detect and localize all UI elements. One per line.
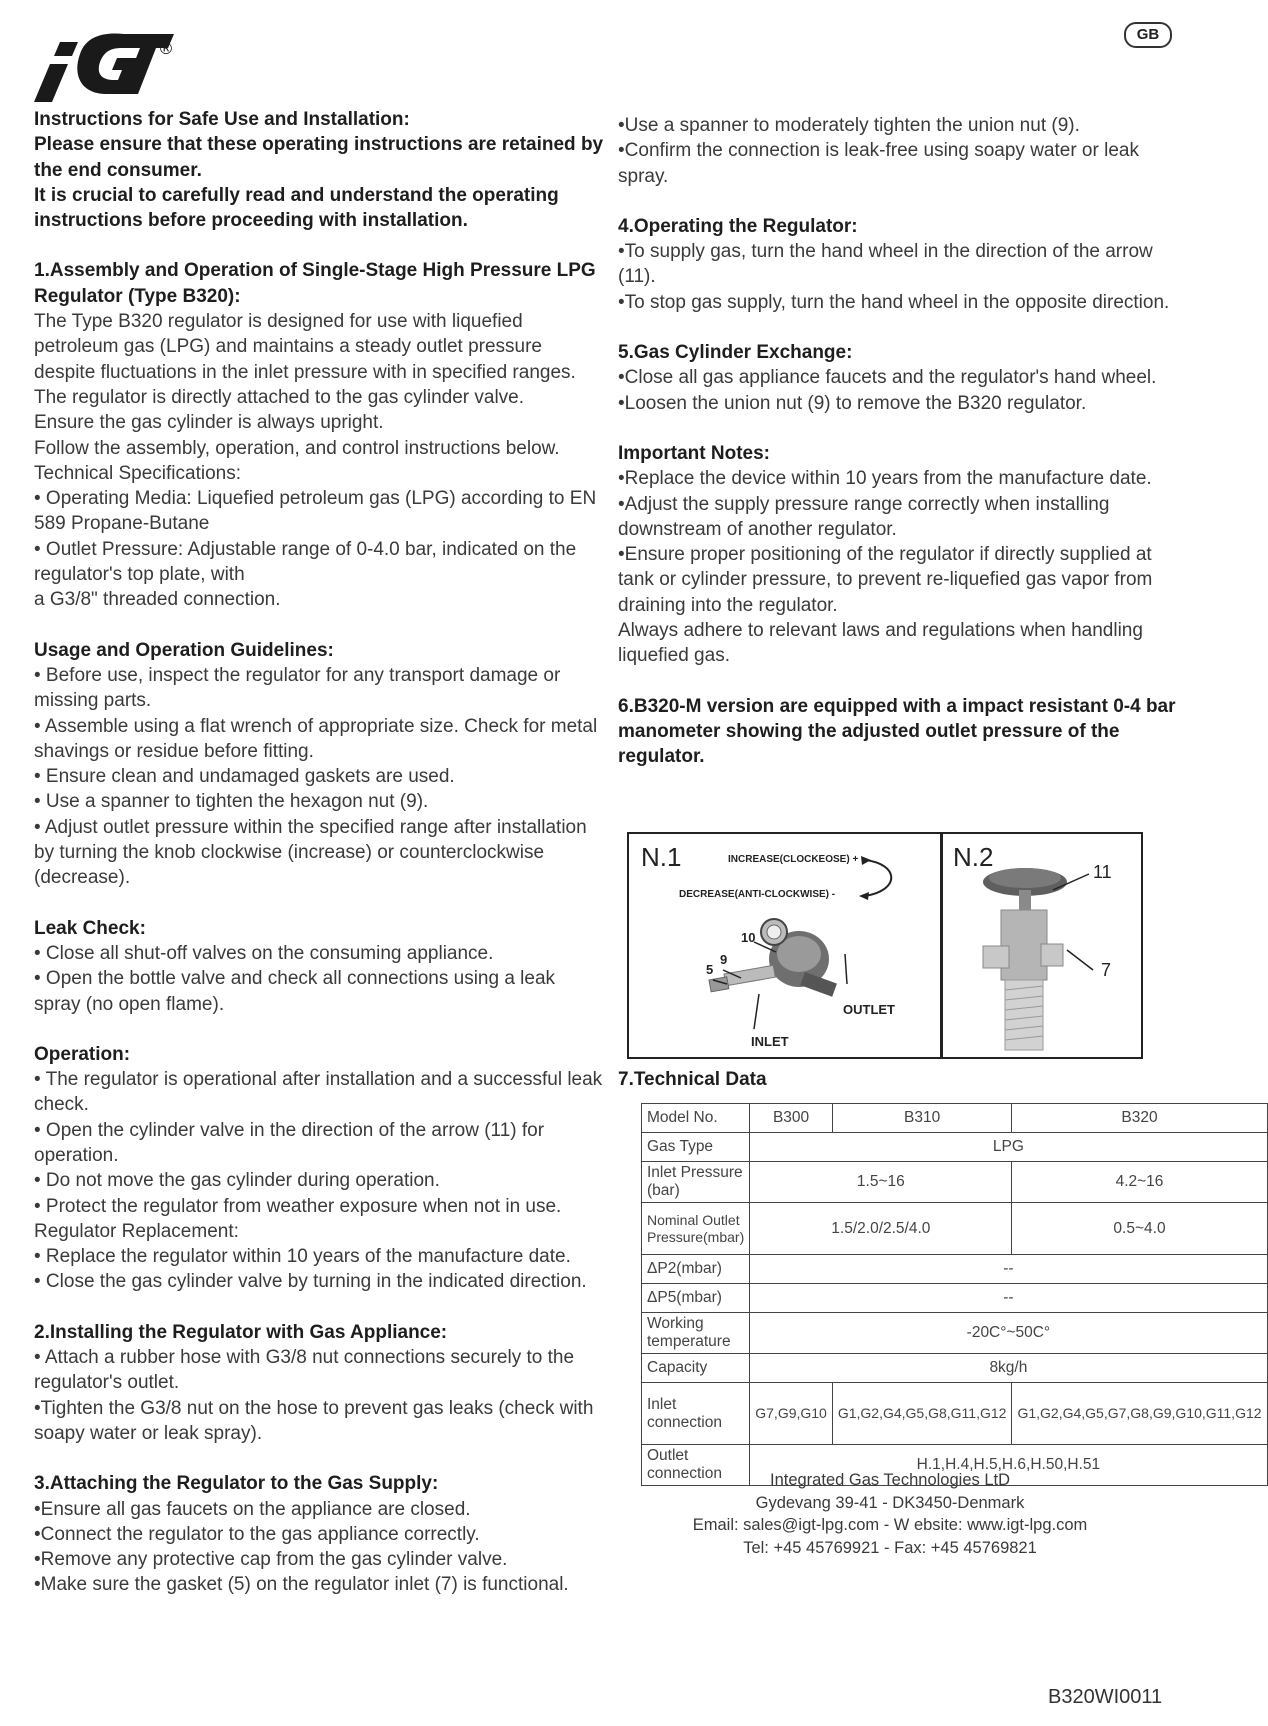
section3-cont-item: •Use a spanner to moderately tighten the union nut (9). — [618, 115, 1080, 136]
intro-read-note: It is crucial to carefully read and understand the operating instructions before proceeding with installation. — [34, 184, 559, 232]
operation-item: • Close the gas cylinder valve by turning in the indicated direction. — [34, 1271, 587, 1293]
usage-title: Usage and Operation Guidelines: — [34, 639, 334, 661]
usage-item: • Use a spanner to tighten the hexagon nut (9). — [34, 791, 429, 813]
table-cell: G7,G9,G10 — [750, 1383, 833, 1445]
section4-title: 4.Operating the Regulator: — [618, 215, 858, 237]
section3-item: •Connect the regulator to the gas appliance correctly. — [34, 1523, 480, 1545]
section1-para: The Type B320 regulator is designed for use with liquefied petroleum gas (LPG) and maintains a steady outlet pressure despite fluctuations in the inlet pressure with in specified ranges. — [34, 311, 576, 383]
table-cell: ΔP5(mbar) — [642, 1284, 750, 1313]
section2-item: • Attach a rubber hose with G3/8 nut connections securely to the regulator's outlet. — [34, 1347, 575, 1394]
label-9: 9 — [720, 952, 728, 967]
notes-item: •Ensure proper positioning of the regulator if directly supplied at tank or cylinder pressure, to prevent re-liquefied gas vapor from draining into the regulator. — [618, 544, 1153, 616]
table-cell: Working temperature — [642, 1313, 750, 1354]
section1-para: Ensure the gas cylinder is always upright. — [34, 412, 384, 434]
section1-title: 1.Assembly and Operation of Single-Stage High Pressure LPG Regulator (Type B320): — [34, 260, 596, 307]
table-cell: Model No. — [642, 1104, 750, 1133]
company-footer — [640, 1469, 1140, 1559]
label-7: 7 — [1101, 960, 1112, 980]
footer-email-website: Email: sales@igt-lpg.com - W ebsite: www.igt-lpg.com — [692, 1516, 1088, 1534]
label-10: 10 — [741, 930, 756, 945]
language-badge: GB — [1124, 22, 1172, 48]
table-cell: Inlet Pressure (bar) — [642, 1162, 750, 1203]
table-cell: Outlet connection — [642, 1445, 750, 1486]
table-row — [642, 1162, 1268, 1203]
section1-para: • Operating Media: Liquefied petroleum gas (LPG) according to EN 589 Propane-Butane — [34, 488, 597, 535]
notes-item: •Adjust the supply pressure range correctly when installing downstream of another regulator. — [618, 493, 1110, 540]
igt-logo — [34, 20, 174, 104]
section2-item: •Tighten the G3/8 nut on the hose to prevent gas leaks (check with soapy water or leak spray). — [34, 1397, 594, 1444]
table-cell: 1.5~16 — [750, 1162, 1012, 1203]
leak-item: • Close all shut-off valves on the consuming appliance. — [34, 942, 494, 964]
operation-item: • Protect the regulator from weather exposure when not in use. — [34, 1195, 562, 1217]
section3-item: •Make sure the gasket (5) on the regulator inlet (7) is functional. — [34, 1574, 569, 1596]
table-cell: -20C°~50C° — [750, 1313, 1267, 1354]
label-11: 11 — [1093, 862, 1112, 882]
section4-item: •To stop gas supply, turn the hand wheel in the opposite direction. — [618, 291, 1170, 313]
regulator-figure — [627, 832, 1143, 1059]
notes-title: Important Notes: — [618, 442, 770, 464]
table-cell: B320 — [1012, 1104, 1267, 1133]
notes-item: Always adhere to relevant laws and regulations when handling liquefied gas. — [618, 620, 1143, 667]
section4-item: •To supply gas, turn the hand wheel in the direction of the arrow (11). — [618, 241, 1153, 288]
regulator-n1-drawing — [629, 834, 940, 1057]
operation-item: • The regulator is operational after installation and a successful leak check. — [34, 1069, 603, 1116]
usage-item: • Adjust outlet pressure within the specified range after installation by turning the knob clockwise (increase) or counterclockwise (decrease). — [34, 816, 587, 889]
section1-para: a G3/8" threaded connection. — [34, 589, 281, 611]
section1-para: The regulator is directly attached to the gas cylinder valve. — [34, 386, 525, 408]
table-row — [642, 1383, 1268, 1445]
table-row — [642, 1255, 1268, 1284]
section3-item: •Remove any protective cap from the gas cylinder valve. — [34, 1549, 508, 1571]
section1-para: Follow the assembly, operation, and control instructions below. — [34, 437, 560, 459]
table-row — [642, 1203, 1268, 1255]
table-cell: Nominal Outlet Pressure(mbar) — [642, 1203, 750, 1255]
intro-retain-note: Please ensure that these operating instructions are retained by the end consumer. — [34, 134, 604, 181]
document-code: B320WI0011 — [1048, 1686, 1163, 1708]
operation-item: Regulator Replacement: — [34, 1220, 239, 1242]
operation-item: • Open the cylinder valve in the direction of the arrow (11) for operation. — [34, 1119, 545, 1166]
section1-para: Technical Specifications: — [34, 462, 241, 484]
table-cell: 0.5~4.0 — [1012, 1203, 1267, 1255]
table-cell: ΔP2(mbar) — [642, 1255, 750, 1284]
section3-title: 3.Attaching the Regulator to the Gas Supply: — [34, 1473, 439, 1495]
section7-title: 7.Technical Data — [618, 1069, 767, 1090]
table-cell: B300 — [750, 1104, 833, 1133]
table-cell: H.1,H.4,H.5,H.6,H.50,H.51 — [750, 1445, 1267, 1486]
left-column — [34, 107, 604, 1598]
table-cell: LPG — [750, 1133, 1267, 1162]
operation-item: • Do not move the gas cylinder during operation. — [34, 1170, 440, 1192]
inlet-label: INLET — [751, 1034, 789, 1049]
table-cell: Capacity — [642, 1354, 750, 1383]
intro-title: Instructions for Safe Use and Installation: — [34, 109, 410, 130]
section3-item: •Ensure all gas faucets on the appliance are closed. — [34, 1498, 471, 1520]
table-row — [642, 1133, 1268, 1162]
section5-item: •Close all gas appliance faucets and the regulator's hand wheel. — [618, 367, 1157, 389]
table-cell: 1.5/2.0/2.5/4.0 — [750, 1203, 1012, 1255]
leak-item: • Open the bottle valve and check all connections using a leak spray (no open flame). — [34, 968, 556, 1015]
section3-cont-item: •Confirm the connection is leak-free using soapy water or leak spray. — [618, 140, 1139, 187]
table-cell: 8kg/h — [750, 1354, 1267, 1383]
usage-item: • Assemble using a flat wrench of appropriate size. Check for metal shavings or residue before fitting. — [34, 715, 598, 762]
footer-phone-fax: Tel: +45 45769921 - Fax: +45 45769821 — [743, 1538, 1037, 1557]
figure-n1-label: N.1 — [641, 842, 682, 872]
increase-label: INCREASE(CLOCKEOSE) + — [728, 854, 859, 865]
table-row — [642, 1313, 1268, 1354]
section5-item: •Loosen the union nut (9) to remove the B320 regulator. — [618, 392, 1087, 414]
leak-title: Leak Check: — [34, 917, 146, 939]
label-5: 5 — [706, 962, 714, 977]
section1-para: • Outlet Pressure: Adjustable range of 0-4.0 bar, indicated on the regulator's top plate, with — [34, 538, 577, 586]
operation-title: Operation: — [34, 1043, 131, 1065]
table-cell: 4.2~16 — [1012, 1162, 1267, 1203]
table-cell: -- — [750, 1255, 1267, 1284]
figure-n2-label: N.2 — [953, 842, 994, 872]
right-column — [618, 113, 1178, 770]
table-cell: G1,G2,G4,G5,G8,G11,G12 — [832, 1383, 1012, 1445]
usage-item: • Ensure clean and undamaged gaskets are used. — [34, 766, 455, 788]
section6-title: 6.B320-M version are equipped with a impact resistant 0-4 bar manometer showing the adjusted outlet pressure of the regulator. — [618, 695, 1176, 768]
footer-company: Integrated Gas Technologies LtD — [769, 1471, 1010, 1489]
table-cell: Gas Type — [642, 1133, 750, 1162]
usage-item: • Before use, inspect the regulator for any transport damage or missing parts. — [34, 664, 561, 712]
outlet-label: OUTLET — [843, 1002, 895, 1017]
section2-title: 2.Installing the Regulator with Gas Appliance: — [34, 1321, 448, 1343]
notes-item: •Replace the device within 10 years from the manufacture date. — [618, 468, 1152, 490]
registered-mark: ® — [158, 39, 174, 58]
section5-title: 5.Gas Cylinder Exchange: — [618, 342, 853, 364]
technical-data-table — [641, 1103, 1268, 1486]
table-row — [642, 1354, 1268, 1383]
table-cell: Inlet connection — [642, 1383, 750, 1445]
table-row — [642, 1284, 1268, 1313]
operation-item: • Replace the regulator within 10 years of the manufacture date. — [34, 1246, 571, 1268]
table-cell: B310 — [832, 1104, 1012, 1133]
table-row — [642, 1104, 1268, 1133]
footer-address: Gydevang 39-41 - DK3450-Denmark — [755, 1493, 1025, 1512]
decrease-label: DECREASE(ANTI-CLOCKWISE) - — [679, 889, 836, 900]
table-cell: G1,G2,G4,G5,G7,G8,G9,G10,G11,G12 — [1012, 1383, 1267, 1445]
table-cell: -- — [750, 1284, 1267, 1313]
